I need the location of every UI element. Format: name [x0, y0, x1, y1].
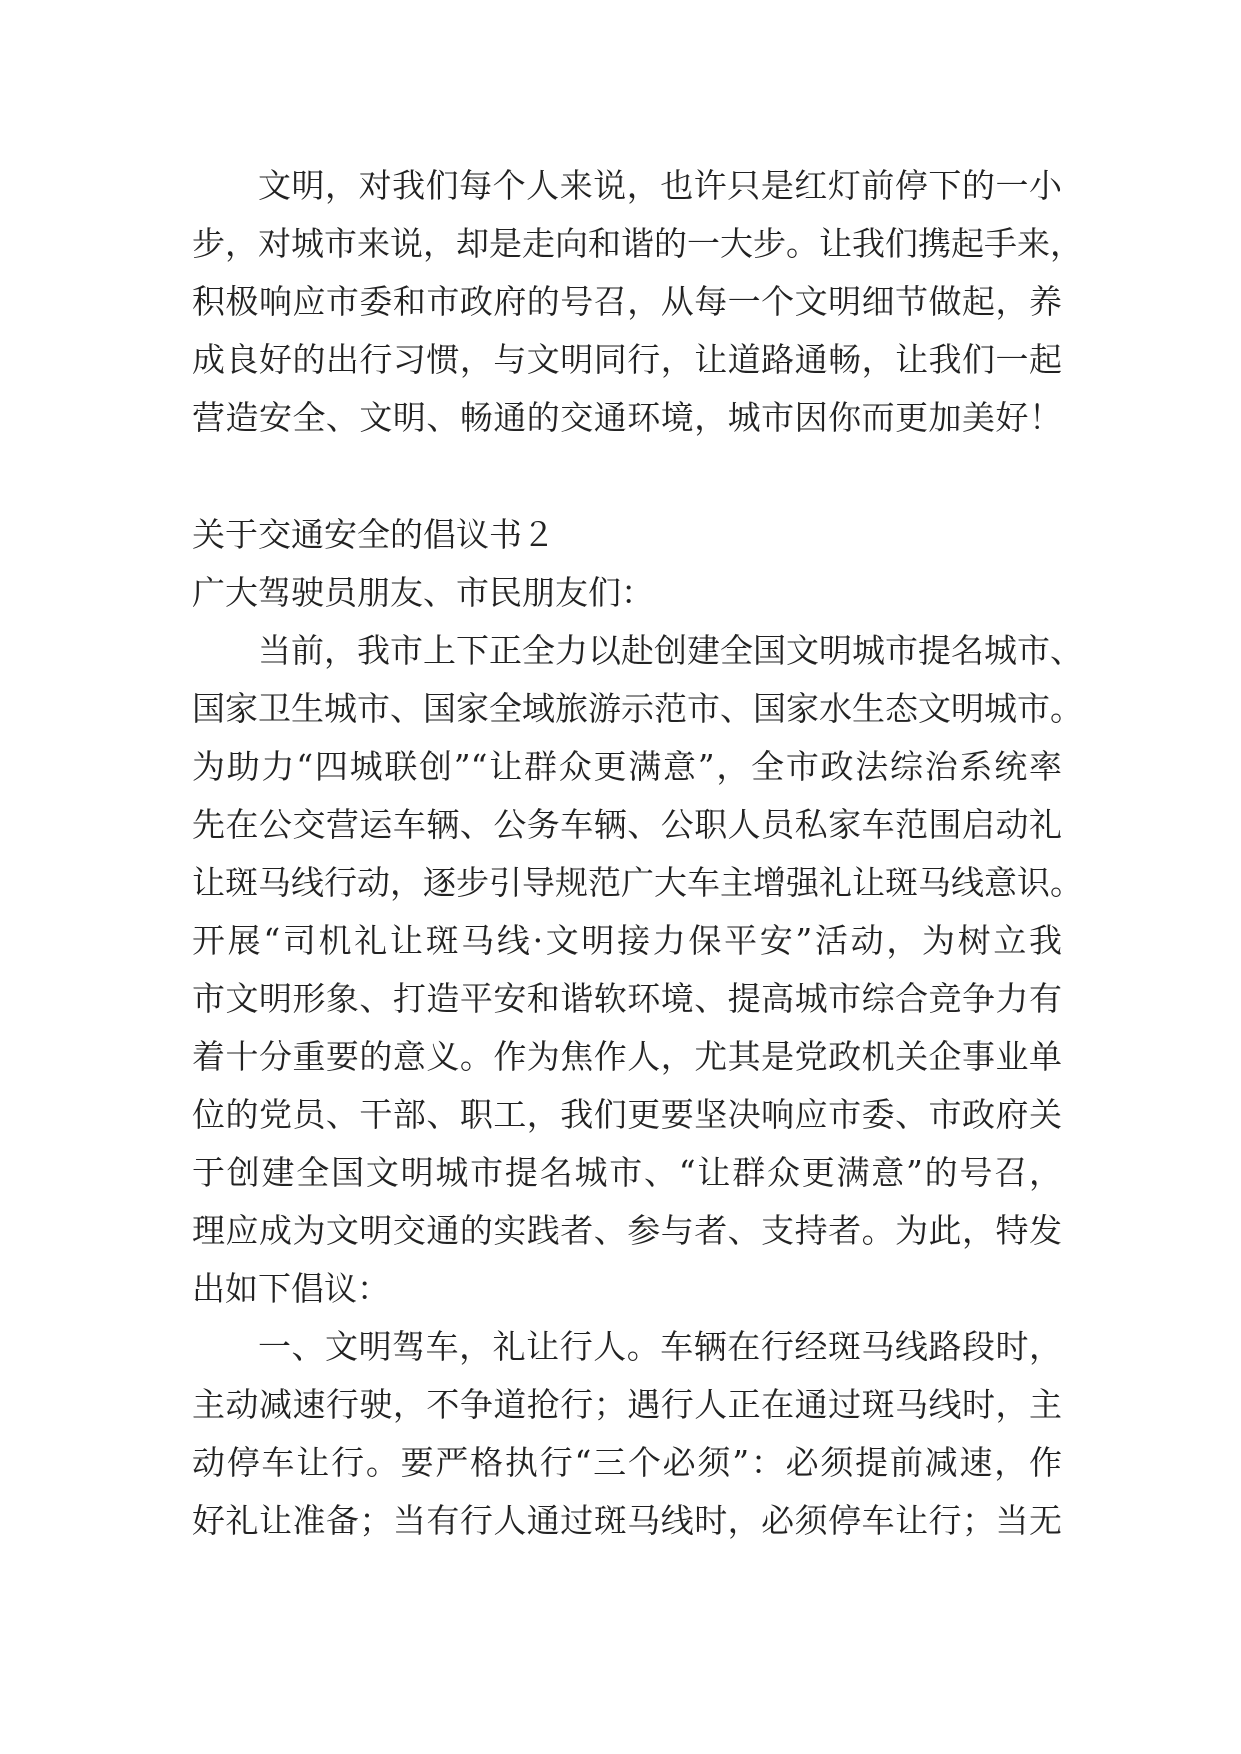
text-line: 文明，对我们每个人来说，也许只是红灯前停下的一小	[258, 166, 1062, 205]
text-line: 位的党员、干部、职工，我们更要坚决响应市委、市政府关	[192, 1095, 1062, 1134]
text-line: 为助力“四城联创”“让群众更满意”，全市政法综治系统率	[192, 747, 1062, 786]
text-line: 营造安全、文明、畅通的交通环境，城市因你而更加美好！	[192, 398, 1062, 437]
text-line: 好礼让准备；当有行人通过斑马线时，必须停车让行；当无	[192, 1501, 1062, 1540]
text-line: 步，对城市来说，却是走向和谐的一大步。让我们携起手来，	[192, 224, 1083, 263]
text-line: 市文明形象、打造平安和谐软环境、提高城市综合竞争力有	[192, 979, 1062, 1018]
text-line: 国家卫生城市、国家全域旅游示范市、国家水生态文明城市。	[192, 689, 1083, 728]
text-line: 着十分重要的意义。作为焦作人，尤其是党政机关企事业单	[192, 1037, 1062, 1076]
text-line: 出如下倡议：	[192, 1269, 390, 1308]
text-line: 让斑马线行动，逐步引导规范广大车主增强礼让斑马线意识。	[192, 863, 1083, 902]
section-title: 关于交通安全的倡议书２	[192, 515, 555, 554]
text-line: 成良好的出行习惯，与文明同行，让道路通畅，让我们一起	[192, 340, 1062, 379]
text-line: 于创建全国文明城市提名城市、“让群众更满意”的号召，	[192, 1153, 1062, 1192]
text-line: 主动减速行驶，不争道抢行；遇行人正在通过斑马线时，主	[192, 1385, 1062, 1424]
text-line: 当前，我市上下正全力以赴创建全国文明城市提名城市、	[258, 631, 1083, 670]
salutation: 广大驾驶员朋友、市民朋友们：	[192, 573, 654, 612]
text-line: 先在公交营运车辆、公务车辆、公职人员私家车范围启动礼	[192, 805, 1062, 844]
text-line: 积极响应市委和市政府的号召，从每一个文明细节做起，养	[192, 282, 1062, 321]
text-line: 理应成为文明交通的实践者、参与者、支持者。为此，特发	[192, 1211, 1062, 1250]
text-line: 动停车让行。要严格执行“三个必须”：必须提前减速，作	[192, 1443, 1062, 1482]
text-line: 开展“司机礼让斑马线·文明接力保平安”活动，为树立我	[192, 921, 1062, 960]
text-line: 一、文明驾车，礼让行人。车辆在行经斑马线路段时，	[258, 1327, 1062, 1366]
